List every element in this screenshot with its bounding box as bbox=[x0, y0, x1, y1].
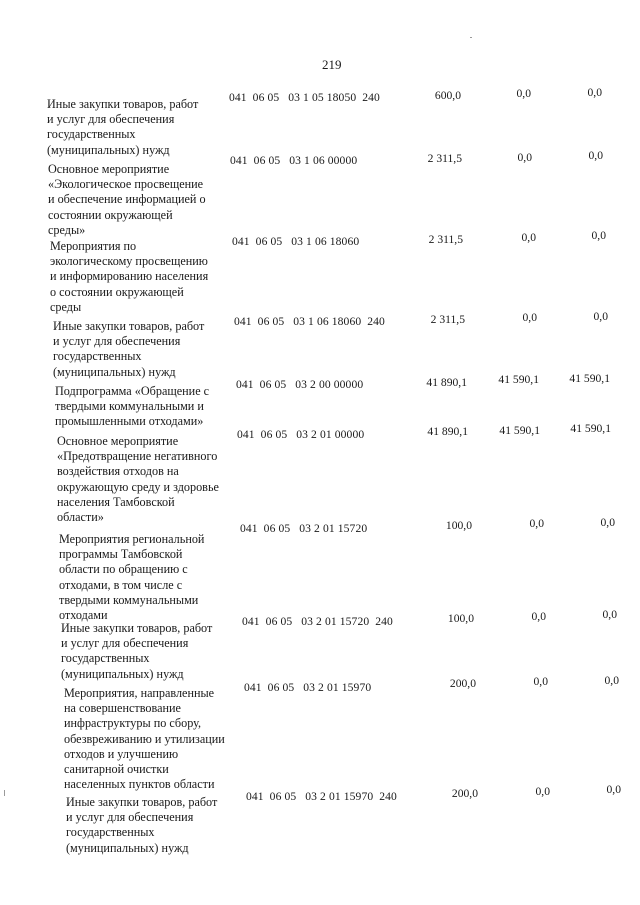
scan-speck bbox=[4, 790, 5, 796]
row-name: Иные закупки товаров, работ и услуг для обеспечения государственных (муниципальных) нужд bbox=[53, 319, 205, 379]
row-code: 041 06 05 03 2 01 15720 bbox=[240, 522, 368, 535]
row-code: 041 06 05 03 1 06 18060 240 bbox=[234, 315, 385, 328]
row-value-3: 41 590,1 bbox=[570, 422, 611, 435]
scan-speck bbox=[470, 37, 472, 38]
row-name: Иные закупки товаров, работ и услуг для обеспечения государственных (муниципальных) нужд bbox=[47, 97, 199, 157]
row-value-1: 2 311,5 bbox=[430, 313, 465, 326]
row-code: 041 06 05 03 2 01 15970 240 bbox=[246, 790, 397, 803]
page-number: 219 bbox=[322, 57, 342, 72]
row-value-1: 2 311,5 bbox=[428, 233, 463, 246]
row-name: Иные закупки товаров, работ и услуг для обеспечения государственных (муниципальных) нужд bbox=[66, 795, 218, 855]
row-code: 041 06 05 03 1 06 18060 bbox=[232, 235, 360, 248]
row-value-1: 100,0 bbox=[447, 612, 474, 625]
row-value-2: 0,0 bbox=[517, 151, 532, 164]
row-name: Иные закупки товаров, работ и услуг для обеспечения государственных (муниципальных) нужд bbox=[61, 621, 213, 681]
row-value-2: 41 590,1 bbox=[499, 424, 540, 437]
row-value-3: 0,0 bbox=[593, 310, 608, 323]
row-value-2: 0,0 bbox=[521, 231, 536, 244]
row-value-2: 0,0 bbox=[522, 311, 537, 324]
row-value-2: 0,0 bbox=[531, 610, 546, 623]
row-value-2: 0,0 bbox=[533, 675, 548, 688]
row-value-3: 0,0 bbox=[600, 516, 615, 529]
row-value-1: 2 311,5 bbox=[427, 152, 462, 165]
row-value-1: 600,0 bbox=[434, 89, 461, 102]
row-value-1: 200,0 bbox=[449, 677, 476, 690]
row-name: Основное мероприятие «Экологическое просвещение и обеспечение информацией о состоянии окружающей среды» bbox=[48, 162, 206, 237]
row-name: Мероприятия по экологическому просвещению и информированию населения о состоянии окружающей среды bbox=[50, 239, 209, 314]
row-value-3: 0,0 bbox=[588, 149, 603, 162]
row-value-2: 0,0 bbox=[516, 87, 531, 100]
row-value-1: 41 890,1 bbox=[427, 425, 468, 438]
row-code: 041 06 05 03 2 01 00000 bbox=[237, 428, 365, 441]
row-value-3: 0,0 bbox=[591, 229, 606, 242]
row-value-3: 41 590,1 bbox=[569, 372, 610, 385]
row-name: Мероприятия региональной программы Тамбовской области по обращению с отходами, в том числе с твердыми коммунальными отходами bbox=[59, 532, 205, 623]
row-code: 041 06 05 03 2 00 00000 bbox=[236, 378, 364, 391]
row-value-3: 0,0 bbox=[606, 783, 621, 796]
row-value-1: 100,0 bbox=[445, 519, 472, 532]
row-value-2: 41 590,1 bbox=[498, 373, 539, 386]
row-code: 041 06 05 03 1 06 00000 bbox=[230, 154, 358, 167]
row-value-2: 0,0 bbox=[529, 517, 544, 530]
row-name: Подпрограмма «Обращение с твердыми коммунальными и промышленными отходами» bbox=[55, 384, 210, 429]
row-value-3: 0,0 bbox=[602, 608, 617, 621]
row-value-3: 0,0 bbox=[587, 86, 602, 99]
row-value-3: 0,0 bbox=[604, 674, 619, 687]
row-code: 041 06 05 03 1 05 18050 240 bbox=[229, 91, 380, 104]
row-name: Основное мероприятие «Предотвращение негативного воздействия отходов на окружающую среду и здоровье населения Тамбовской области» bbox=[57, 434, 219, 525]
row-value-1: 41 890,1 bbox=[426, 376, 467, 389]
row-code: 041 06 05 03 2 01 15970 bbox=[244, 681, 372, 694]
row-code: 041 06 05 03 2 01 15720 240 bbox=[242, 615, 393, 628]
row-value-2: 0,0 bbox=[535, 785, 550, 798]
row-value-1: 200,0 bbox=[451, 787, 478, 800]
row-name: Мероприятия, направленные на совершенствование инфраструктуры по сбору, обезвреживанию и утилизации отходов и улучшению санитарной очистки населенных пунктов области bbox=[64, 686, 225, 792]
